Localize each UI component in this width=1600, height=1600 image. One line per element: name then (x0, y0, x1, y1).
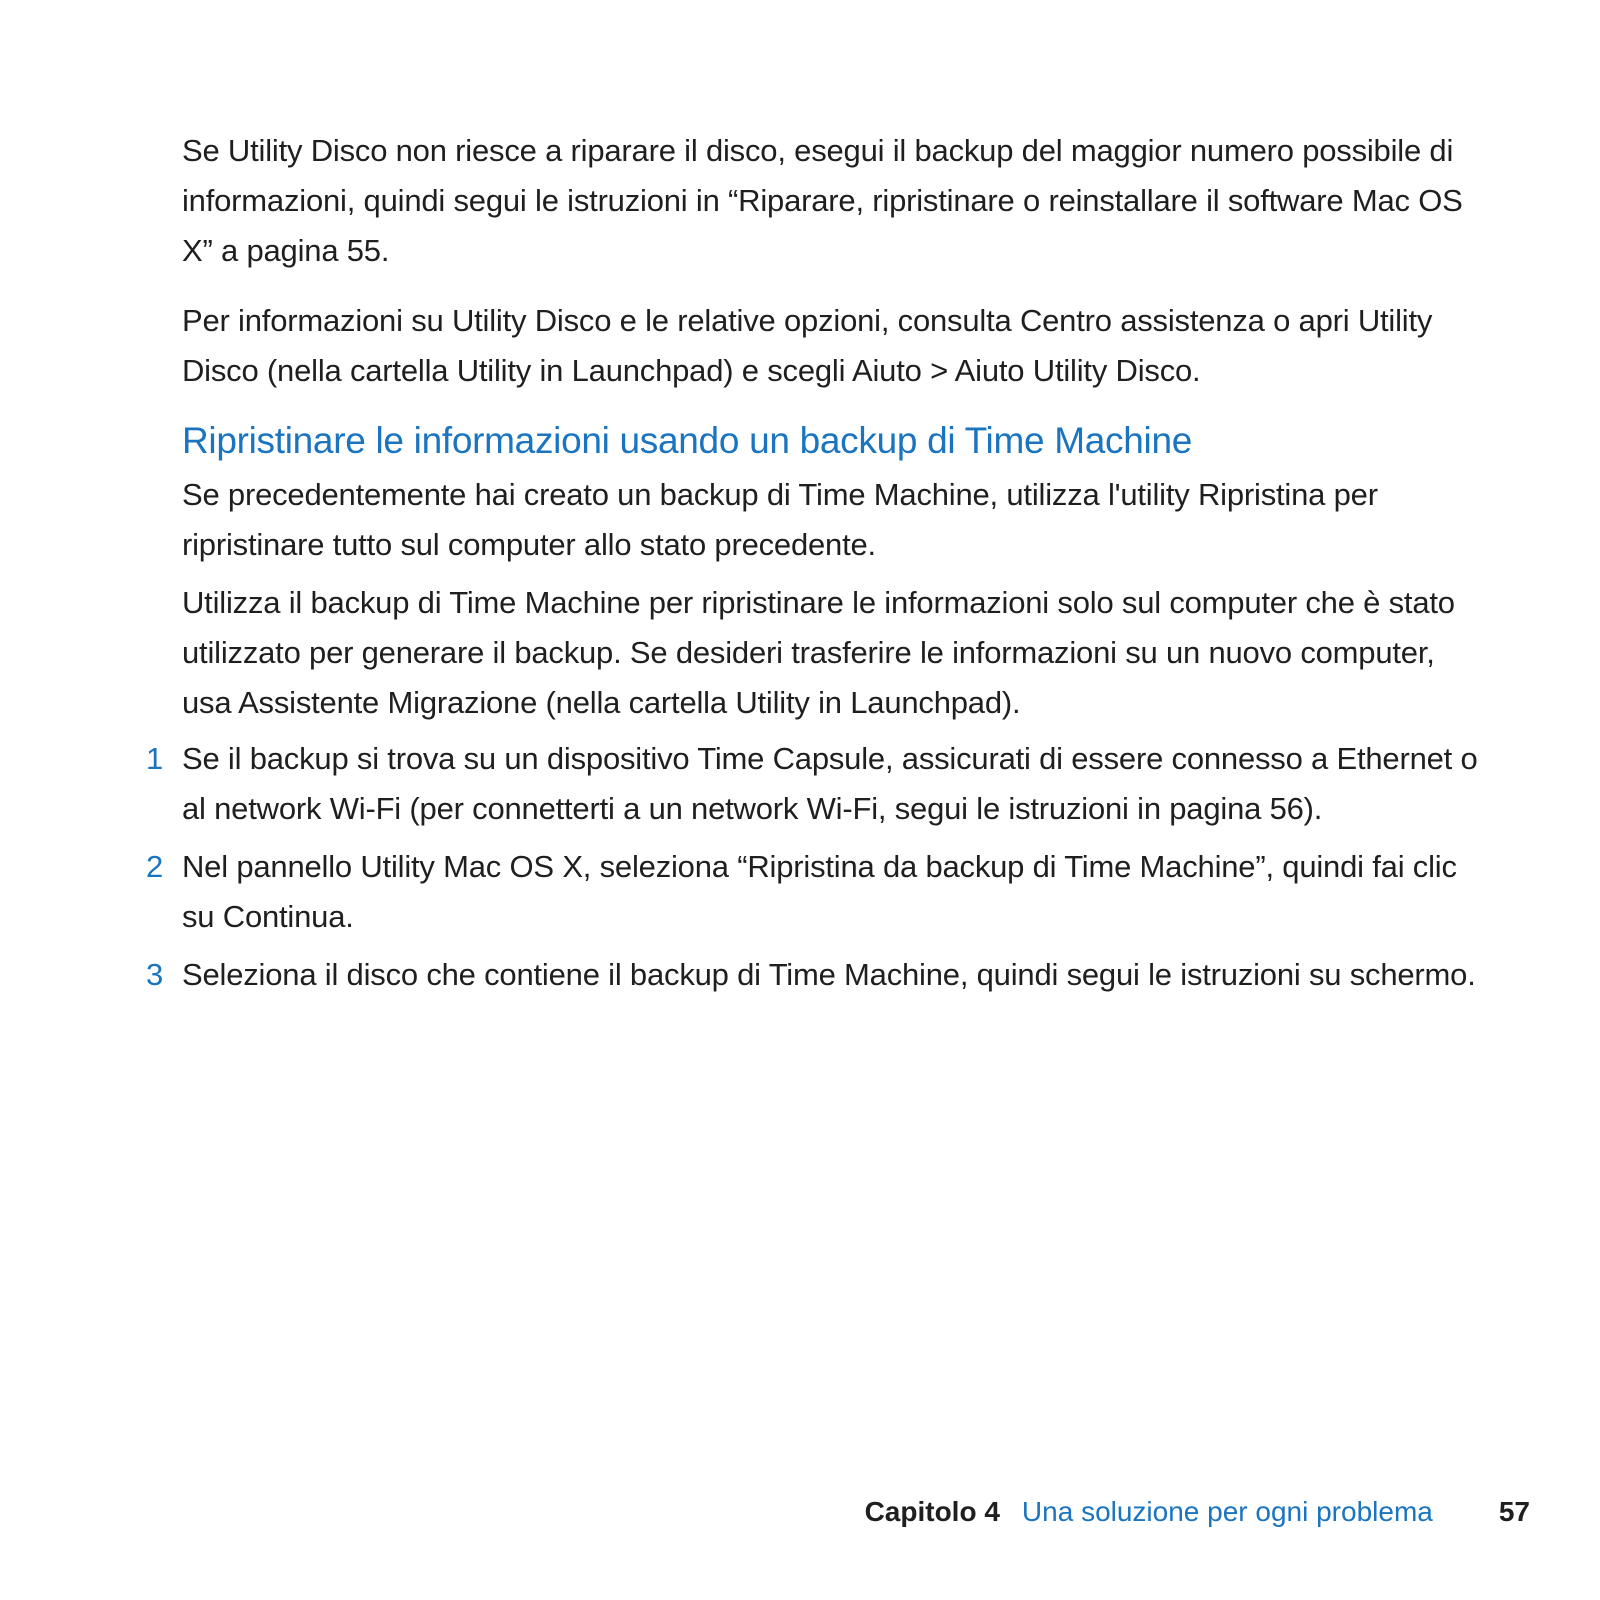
paragraph-disk-repair: Se Utility Disco non riesce a riparare il disco, esegui il backup del maggior numero possibile di informazioni, quindi segui le istruzioni in “Riparare, ripristinare o reinstallare il software Mac OS X” a pagina 55. (182, 133, 1463, 268)
paragraph-time-machine-usage: Utilizza il backup di Time Machine per ripristinare le informazioni solo sul computer che è stato utilizzato per generare il backup. Se desideri trasferire le informazioni su un nuovo computer, usa Assistente Migrazione (nella cartella Utility in Launchpad). (182, 585, 1455, 720)
step-item-1 (146, 734, 1482, 834)
footer-chapter: Capitolo 4 (864, 1496, 1000, 1527)
section-heading: Ripristinare le informazioni usando un backup di Time Machine (182, 420, 1193, 461)
step-text: Se il backup si trova su un dispositivo Time Capsule, assicurati di essere connesso a Ethernet o al network Wi-Fi (per connetterti a un network Wi-Fi, segui le istruzioni in pagina 56). (182, 741, 1478, 826)
page-footer (865, 1494, 1530, 1530)
step-item-2 (146, 842, 1482, 942)
footer-chapter-title: Una soluzione per ogni problema (1021, 1496, 1433, 1527)
step-text: Nel pannello Utility Mac OS X, seleziona “Ripristina da backup di Time Machine”, quindi fai clic su Continua. (182, 849, 1457, 934)
step-number: 2 (146, 849, 164, 884)
page-content (146, 126, 1482, 1008)
paragraph-disk-utility-info: Per informazioni su Utility Disco e le relative opzioni, consulta Centro assistenza o apri Utility Disco (nella cartella Utility in Launchpad) e scegli Aiuto > Aiuto Utility Disco. (182, 303, 1433, 388)
paragraph-time-machine-intro: Se precedentemente hai creato un backup di Time Machine, utilizza l'utility Ripristina per ripristinare tutto sul computer allo stato precedente. (182, 477, 1378, 562)
step-number: 3 (146, 957, 164, 992)
page-number: 57 (1498, 1496, 1530, 1527)
step-number: 1 (146, 741, 164, 776)
step-item-3 (146, 950, 1482, 1000)
step-text: Seleziona il disco che contiene il backup di Time Machine, quindi segui le istruzioni su schermo. (182, 957, 1476, 992)
